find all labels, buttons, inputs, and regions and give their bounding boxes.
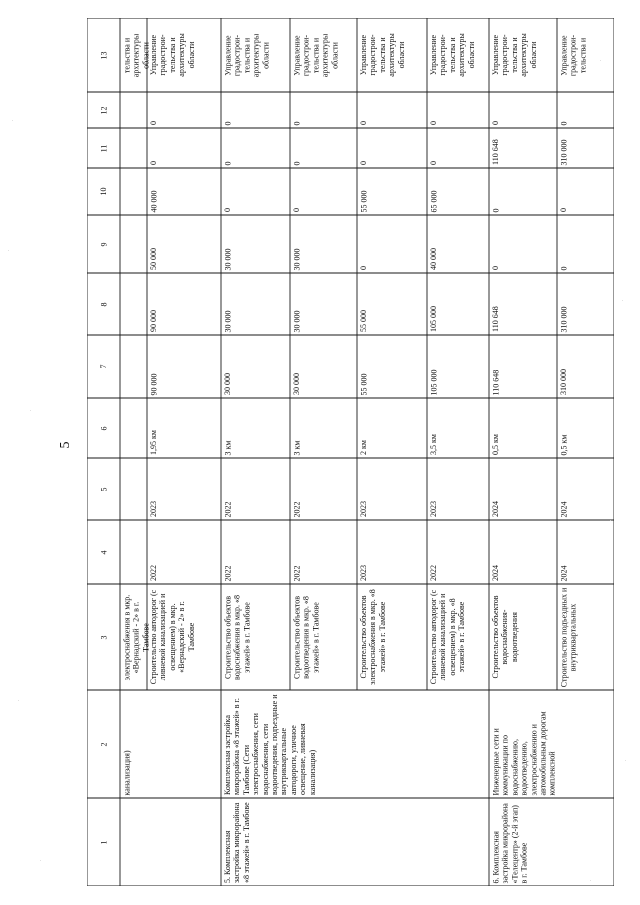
cell-r3-c8: 30 000 [223, 310, 232, 332]
cell-r2-c4: 2022 [149, 565, 158, 581]
cell-r2-c8: 90 000 [149, 310, 158, 332]
column-header-13: 13 [98, 51, 108, 59]
cell-r3-c9: 30 000 [223, 248, 232, 270]
cell-r8-c6: 0,5 км [559, 434, 568, 455]
cell-r4-c12: 0 [292, 121, 301, 125]
column-header-2: 2 [98, 742, 108, 746]
scan-speck [18, 700, 19, 701]
cell-r5-c6: 2 км [359, 440, 368, 455]
cell-r2-c12: 0 [149, 121, 158, 125]
cell-r3-c12: 0 [223, 121, 232, 125]
scan-speck [40, 860, 41, 861]
cell-r4-c6: 3 км [292, 440, 301, 455]
cell-r5-c8: 55 000 [359, 310, 368, 332]
cell-r7-c12: 0 [491, 121, 500, 125]
cell-r7-c13: Управление градострои-тельства и архитектуры области [491, 33, 538, 77]
cell-r3-c6: 3 км [223, 440, 232, 455]
scan-speck [610, 520, 611, 521]
group-3-description: Инженерные сети и коммуникации по водоснабжению, водоотведению, электроснабжению и автомобильным дорогам комплексной [491, 710, 557, 795]
group-2-description: Комплексная застройка микрорайона «8 этажей» в г. Тамбове (Сети электроснабжения, сети водоснабжения, сети водоотведения, подъездные и внутриквартальные автодороги, уличное освещение, ливневая канализация) [223, 694, 317, 795]
cell-r7-c3: Строительство объектов водоснабжения-водоотведения [491, 595, 519, 679]
cell-r4-c3: Строительство объектов водоотведения в мкр. «8 этажей» в г. Тамбове [292, 595, 320, 679]
cell-r8-c8: 310 000 [559, 306, 568, 332]
scan-speck [622, 300, 623, 301]
column-header-7: 7 [98, 364, 108, 369]
cell-r3-c13: Управление градострои-тельства и архитектуры области [223, 33, 270, 77]
cell-r3-c5: 2022 [223, 501, 232, 517]
column-header-6: 6 [98, 426, 108, 430]
cell-r6-c9: 40 000 [429, 248, 438, 270]
cell-r2-c5: 2023 [149, 501, 158, 517]
cell-r6-c4: 2022 [429, 565, 438, 581]
column-header-11: 11 [98, 144, 108, 152]
scan-speck [600, 60, 601, 61]
cell-r5-c3: Строительство объектов электроснабжения в мкр. «8 этажей» в г. Тамбове [359, 589, 387, 685]
cell-r2-c6: 1,95 км [149, 430, 158, 455]
cell-r2-c3: Строительство автодорог (с ливневой канализацией и освещением) в мкр. «Вернадский - 2» в г. Тамбове [149, 589, 196, 685]
cell-r3-c11: 0 [223, 161, 232, 165]
cell-r5-c10: 55 000 [359, 190, 368, 212]
cell-r4-c11: 0 [292, 161, 301, 165]
group-1-description: канализация) [122, 749, 131, 795]
cell-r5-c11: 0 [359, 161, 368, 165]
cell-r5-c12: 0 [359, 121, 368, 125]
cell-r7-c9: 0 [491, 266, 500, 270]
cell-r6-c5: 2023 [429, 501, 438, 517]
cell-r1-c3: электроснабжения в мкр. «Вернадский - 2» в г. Тамбове [122, 594, 150, 680]
cell-r5-c9: 0 [359, 266, 368, 270]
scan-speck [590, 880, 591, 881]
cell-r6-c13: Управление градострои-тельства и архитектуры области [429, 33, 476, 77]
cell-r2-c13: Управление градострои-тельства и архитектуры области [149, 33, 196, 77]
cell-r4-c5: 2022 [292, 501, 301, 517]
column-header-9: 9 [98, 242, 108, 246]
cell-r4-c13: Управление градострои-тельства и архитектуры области [292, 33, 339, 77]
cell-r4-c9: 30 000 [292, 248, 301, 270]
infrastructure-table [87, 18, 614, 886]
cell-r5-c4: 2023 [359, 565, 368, 581]
cell-r8-c10: 0 [559, 208, 568, 212]
cell-r8-c5: 2024 [559, 501, 568, 517]
cell-r6-c3: Строительство автодорог (с ливневой канализацией и освещением) в мкр. «8 этажей» в г. Тамбове [429, 589, 467, 685]
cell-r8-c3: Строительство подъездных и внутриквартальных [559, 587, 578, 687]
scan-speck [8, 250, 9, 251]
cell-r5-c7: 55 000 [359, 373, 368, 395]
group-2-name: 5. Комплексная застройка микрорайона «8 этажей» в г. Тамбове [223, 802, 251, 883]
cell-r6-c12: 0 [429, 121, 438, 125]
cell-r2-c9: 50 000 [149, 248, 158, 270]
cell-r7-c7: 110 648 [491, 369, 500, 395]
cell-r4-c8: 30 000 [292, 310, 301, 332]
cell-r2-c11: 0 [149, 161, 158, 165]
cell-r7-c8: 110 648 [491, 306, 500, 332]
cell-r8-c13: Управление градострои-тельства и [559, 34, 587, 76]
scan-speck [625, 760, 626, 761]
cell-r7-c5: 2024 [491, 501, 500, 517]
cell-r6-c6: 3,5 км [429, 434, 438, 455]
cell-r7-c6: 0,5 км [491, 434, 500, 455]
column-header-8: 8 [98, 302, 108, 306]
scan-speck [12, 120, 13, 121]
column-header-4: 4 [98, 550, 108, 554]
group-3-name: 6. Комплексная застройка микрорайона «Телецентр» (2-й этап) в г. Тамбове [491, 802, 529, 883]
cell-r8-c12: 0 [559, 121, 568, 125]
cell-r6-c7: 105 000 [429, 369, 438, 395]
cell-r4-c7: 30 000 [292, 373, 301, 395]
cell-r6-c11: 0 [429, 161, 438, 165]
cell-r8-c11: 310 000 [559, 139, 568, 165]
page-number: 5 [58, 441, 73, 449]
scan-speck [30, 410, 31, 411]
cell-r3-c7: 30 000 [223, 373, 232, 395]
cell-r2-c10: 40 000 [149, 190, 158, 212]
column-header-12: 12 [98, 106, 108, 114]
cell-r7-c11: 110 648 [491, 139, 500, 165]
cell-r8-c4: 2024 [559, 565, 568, 581]
cell-r6-c10: 65 000 [429, 190, 438, 212]
cell-r7-c10: 0 [491, 208, 500, 212]
column-header-10: 10 [98, 187, 108, 196]
cell-r2-c7: 90 000 [149, 373, 158, 395]
cell-r3-c4: 2022 [223, 565, 232, 581]
cell-r3-c3: Строительство объектов водоснабжения в мкр. «8 этажей» в г. Тамбове [223, 594, 251, 680]
cell-r5-c5: 2023 [359, 501, 368, 517]
cell-r5-c13: Управление градострои-тельства и архитектуры области [359, 33, 406, 77]
cell-r4-c4: 2022 [292, 565, 301, 581]
cell-r8-c7: 310 000 [559, 369, 568, 395]
cell-r8-c9: 0 [559, 266, 568, 270]
column-header-3: 3 [98, 635, 108, 639]
cell-r4-c10: 0 [292, 208, 301, 212]
cell-r7-c4: 2024 [491, 565, 500, 581]
column-header-1: 1 [98, 840, 108, 844]
cell-r1-c13: тельства и архитектуры области [122, 33, 150, 77]
cell-r6-c8: 105 000 [429, 306, 438, 332]
column-header-5: 5 [98, 487, 108, 491]
cell-r3-c10: 0 [223, 208, 232, 212]
